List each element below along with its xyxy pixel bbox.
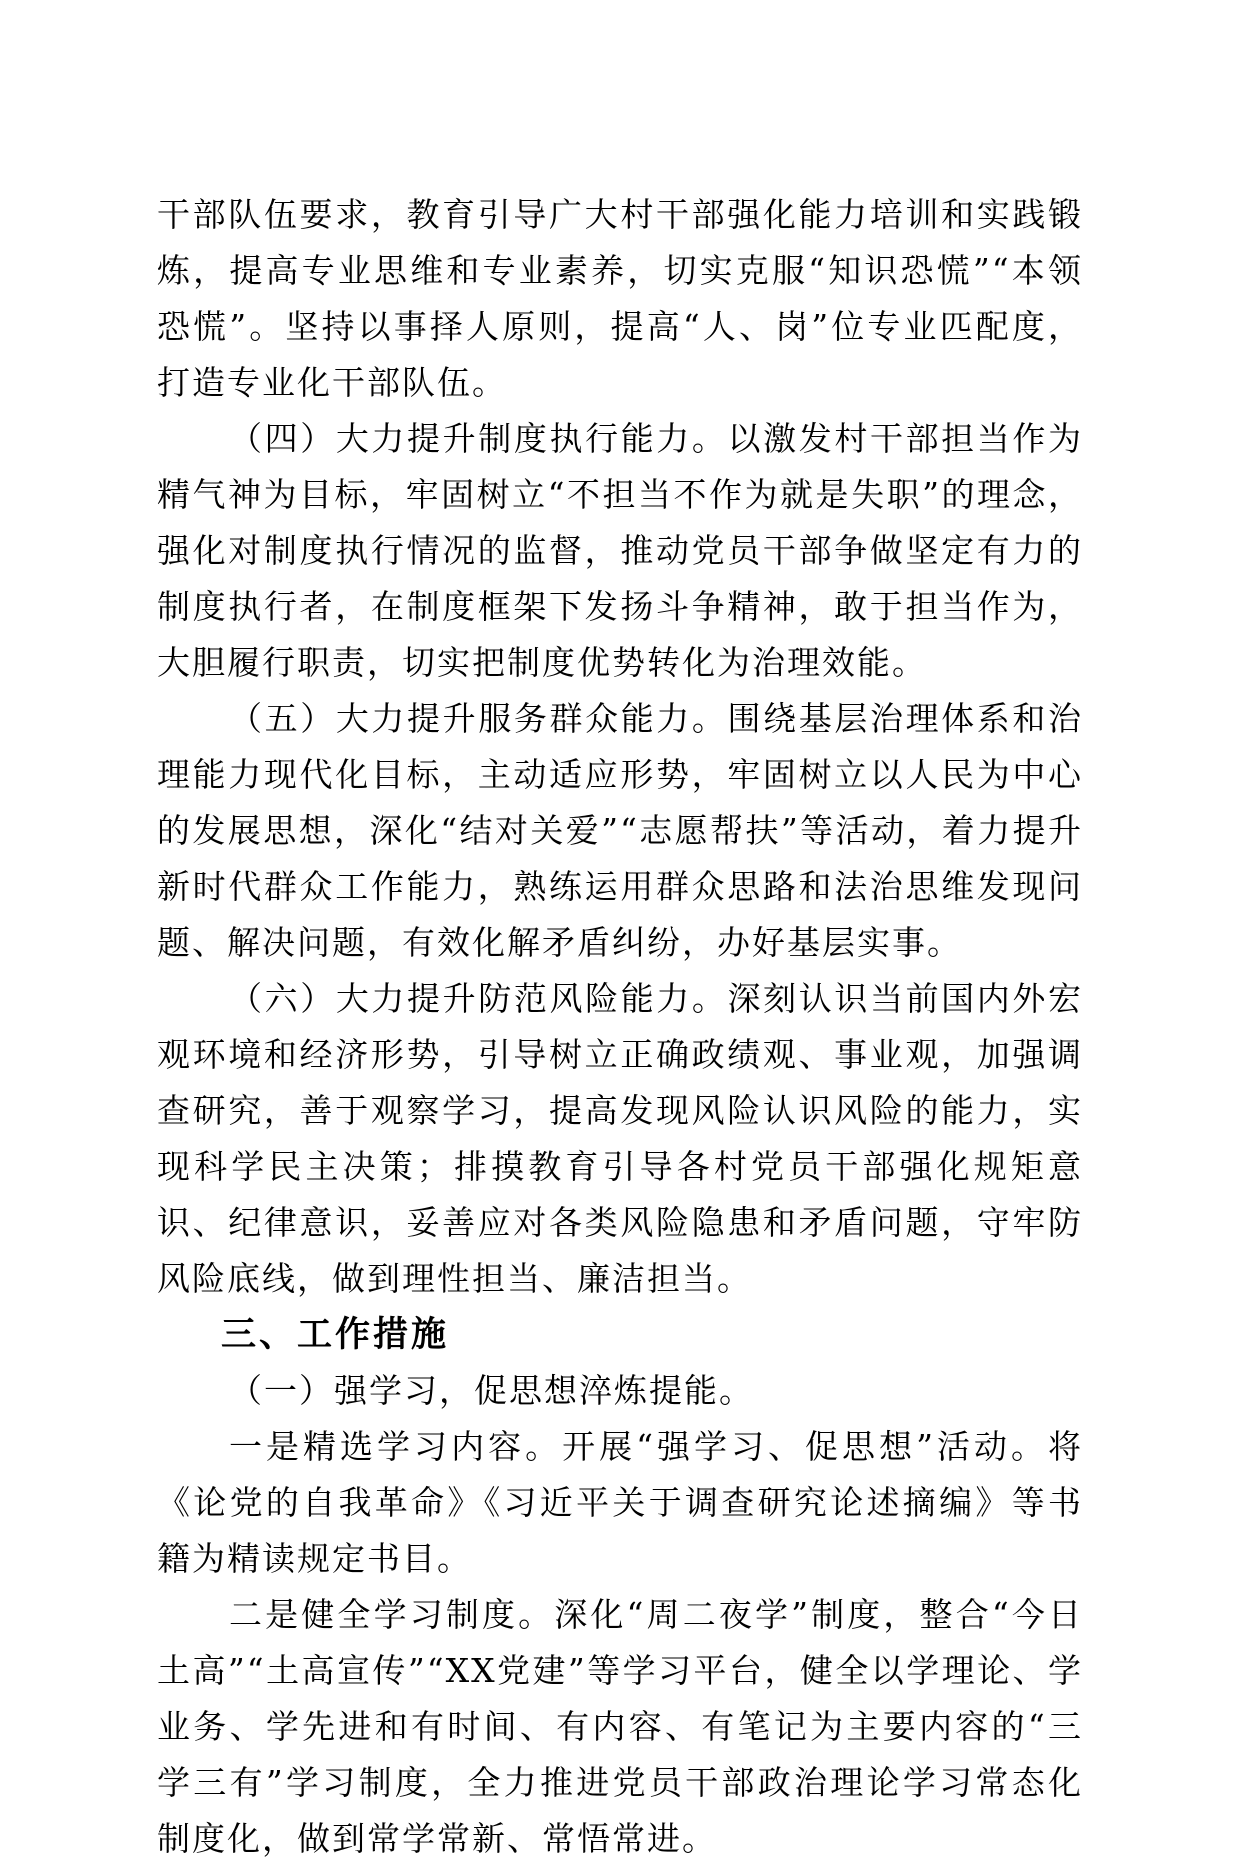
sub-heading: （一）强学习，促思想淬炼提能。 <box>229 1371 754 1410</box>
section-heading: 三、工作措施 <box>221 1315 450 1355</box>
paragraph-item-6: （六）大力提升防范风险能力。深刻认识当前国内外宏观环境和经济形势，引导树立正确政绩观、事业观，加强调查研究，善于观察学习，提高发现风险认识风险的能力，实现科学民主决策；排摸教育引导各村党员干部强化规矩意识、纪律意识，妥善应对各类风险隐患和矛盾问题，守牢防风险底线，做到理性担当、廉洁担当。 <box>157 979 1083 1298</box>
paragraph-continuation: 干部队伍要求，教育引导广大村干部强化能力培训和实践锻炼，提高专业思维和专业素养，切实克服“知识恐慌”“本领恐慌”。坚持以事择人原则，提高“人、岗”位专业匹配度，打造专业化干部队伍。 <box>157 195 1083 402</box>
paragraph-item-4: （四）大力提升制度执行能力。以激发村干部担当作为精气神为目标，牢固树立“不担当不作为就是失职”的理念，强化对制度执行情况的监督，推动党员干部争做坚定有力的制度执行者，在制度框架下发扬斗争精神，敢于担当作为，大胆履行职责，切实把制度优势转化为治理效能。 <box>157 419 1083 682</box>
measure-paragraph-1: 一是精选学习内容。开展“强学习、促思想”活动。将《论党的自我革命》《习近平关于调查研究论述摘编》等书籍为精读规定书目。 <box>157 1427 1083 1578</box>
document-body <box>157 187 1083 1867</box>
measure-paragraph-2: 二是健全学习制度。深化“周二夜学”制度，整合“今日土高”“土高宣传”“XX党建”等学习平台，健全以学理论、学业务、学先进和有时间、有内容、有笔记为主要内容的“三学三有”学习制度，全力推进党员干部政治理论学习常态化制度化，做到常学常新、常悟常进。 <box>157 1595 1083 1858</box>
paragraph-item-5: （五）大力提升服务群众能力。围绕基层治理体系和治理能力现代化目标，主动适应形势，牢固树立以人民为中心的发展思想，深化“结对关爱”“志愿帮扶”等活动，着力提升新时代群众工作能力，熟练运用群众思路和法治思维发现问题、解决问题，有效化解矛盾纠纷，办好基层实事。 <box>157 699 1083 962</box>
